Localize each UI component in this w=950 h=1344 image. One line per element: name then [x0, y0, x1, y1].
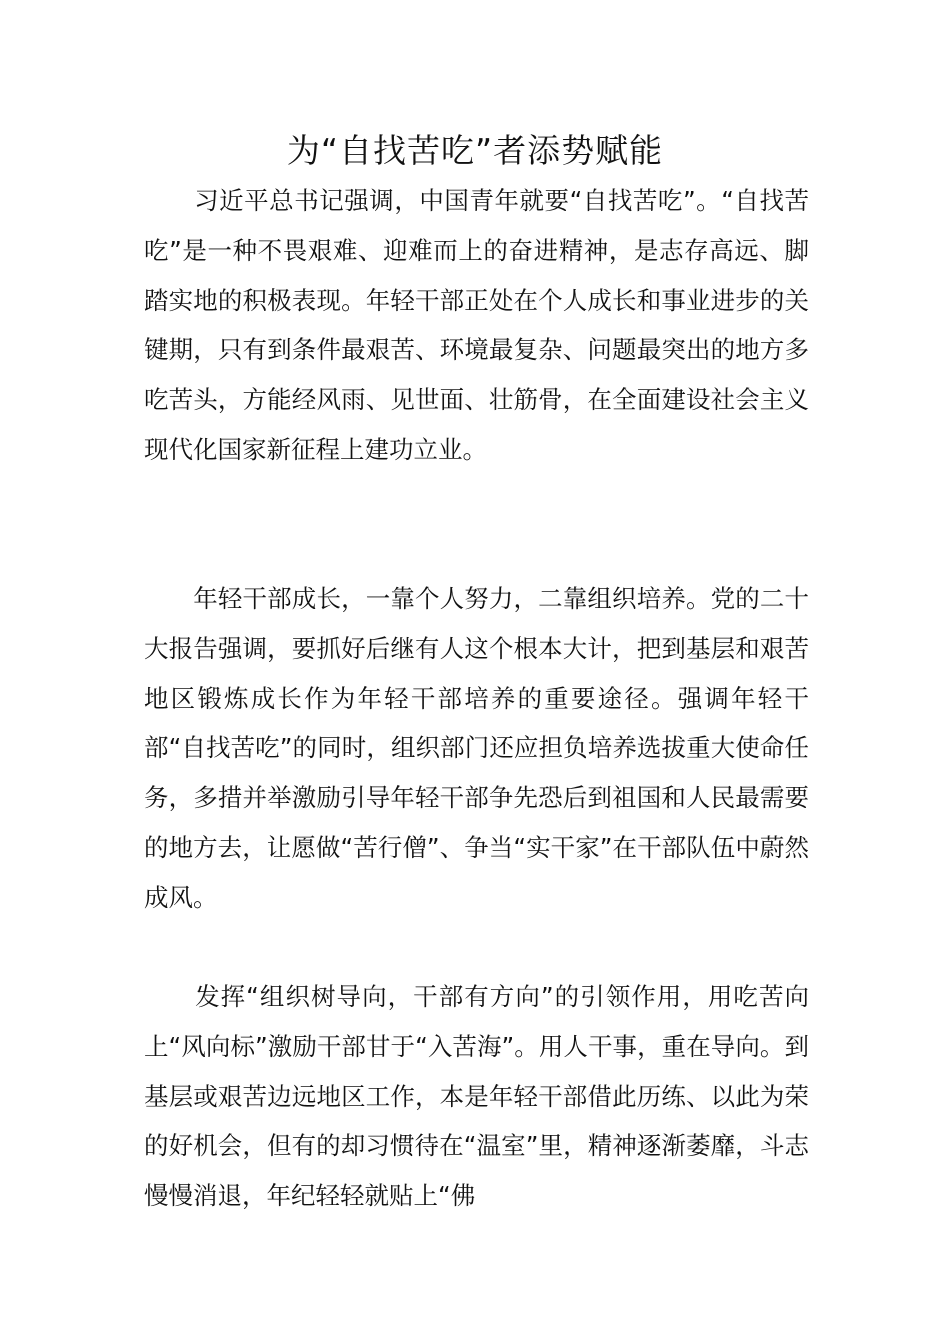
paragraph-1: 习近平总书记强调，中国青年就要“自找苦吃”。“自找苦吃”是一种不畏艰难、迎难而上的奋进精神，是志存高远、脚踏实地的积极表现。年轻干部正处在个人成长和事业进步的关键期，只有到条件最艰苦、环境最复杂、问题最突出的地方多吃苦头，方能经风雨、见世面、壮筋骨，在全面建设社会主义现代化国家新征程上建功立业。 — [144, 186, 809, 464]
paragraph-3: 发挥“组织树导向，干部有方向”的引领作用，用吃苦向上“风向标”激励干部甘于“入苦海”。用人干事，重在导向。到基层或艰苦边远地区工作，本是年轻干部借此历练、以此为荣的好机会，但有的却习惯待在“温室”里，精神逐渐萎靡，斗志慢慢消退，年纪轻轻就贴上“佛 — [144, 982, 809, 1211]
document-title: 为“自找苦吃”者添势赋能 — [286, 131, 664, 170]
paragraph-2: 年轻干部成长，一靠个人努力，二靠组织培养。党的二十大报告强调，要抓好后继有人这个根本大计，把到基层和艰苦地区锻炼成长作为年轻干部培养的重要途径。强调年轻干部“自找苦吃”的同时，组织部门还应担负培养选拔重大使命任务，多措并举激励引导年轻干部争先恐后到祖国和人民最需要的地方去，让愿做“苦行僧”、争当“实干家”在干部队伍中蔚然成风。 — [144, 584, 809, 912]
